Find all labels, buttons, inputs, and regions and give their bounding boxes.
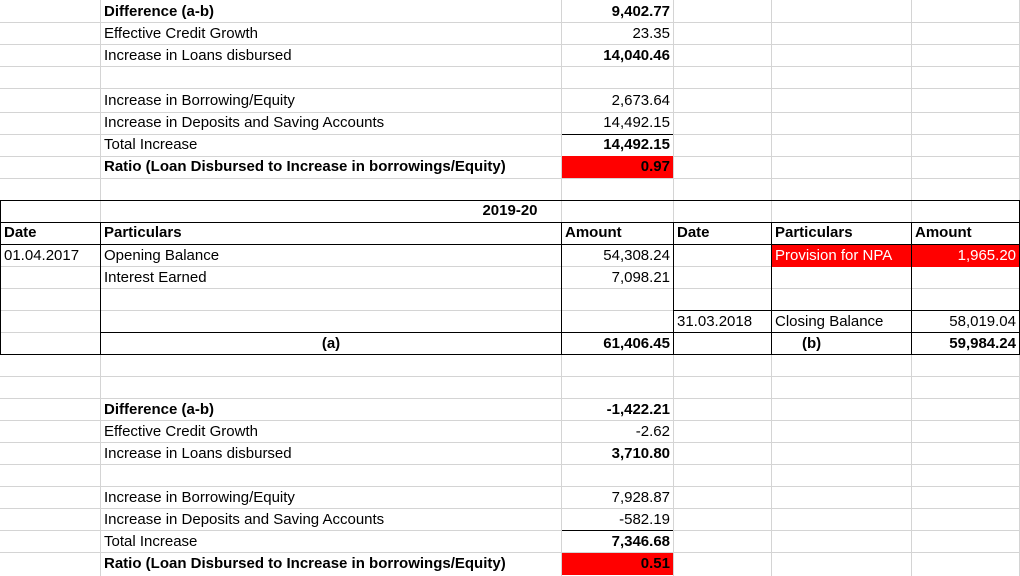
effective-credit-growth-label[interactable]: Effective Credit Growth <box>104 25 258 42</box>
header-amount-2[interactable]: Amount <box>915 224 972 241</box>
header-date-2[interactable]: Date <box>677 224 710 241</box>
year-title[interactable]: 2019-20 <box>482 202 538 219</box>
header-particulars-2[interactable]: Particulars <box>775 224 853 241</box>
loans-disbursed-value-2[interactable]: 3,710.80 <box>611 445 670 462</box>
ratio-label-2[interactable]: Ratio (Loan Disbursed to Increase in borrowings/Equity) <box>104 555 506 572</box>
borrowing-equity-value-2[interactable]: 7,928.87 <box>611 489 670 506</box>
opening-balance-value[interactable]: 54,308.24 <box>603 247 670 264</box>
closing-date[interactable]: 31.03.2018 <box>677 313 753 330</box>
provision-npa-label[interactable]: Provision for NPA <box>772 245 911 267</box>
opening-balance-label[interactable]: Opening Balance <box>104 247 220 264</box>
gridline <box>0 178 1020 179</box>
total-increase-label[interactable]: Total Increase <box>104 136 198 153</box>
effective-credit-growth-value[interactable]: 23.35 <box>632 25 670 42</box>
interest-earned-label[interactable]: Interest Earned <box>104 269 207 286</box>
interest-earned-value[interactable]: 7,098.21 <box>611 269 670 286</box>
gridline <box>0 88 1020 89</box>
closing-balance-label[interactable]: Closing Balance <box>775 313 884 330</box>
total-b-label[interactable]: (b) <box>802 335 822 352</box>
ratio-label[interactable]: Ratio (Loan Disbursed to Increase in borrowings/Equity) <box>104 158 506 175</box>
loans-disbursed-value[interactable]: 14,040.46 <box>603 47 670 64</box>
effective-credit-growth-value-2[interactable]: -2.62 <box>635 423 670 440</box>
deposits-savings-value[interactable]: 14,492.15 <box>603 114 670 131</box>
total-increase-value[interactable]: 14,492.15 <box>603 136 670 153</box>
deposits-savings-label[interactable]: Increase in Deposits and Saving Accounts <box>104 114 385 131</box>
ratio-value[interactable]: 0.97 <box>562 156 673 178</box>
total-increase-label-2[interactable]: Total Increase <box>104 533 198 550</box>
header-particulars[interactable]: Particulars <box>104 224 182 241</box>
difference-label[interactable]: Difference (a-b) <box>104 3 215 20</box>
loans-disbursed-label-2[interactable]: Increase in Loans disbursed <box>104 445 292 462</box>
gridline <box>0 376 1020 377</box>
ratio-value-2[interactable]: 0.51 <box>562 553 673 575</box>
closing-balance-value[interactable]: 58,019.04 <box>949 313 1016 330</box>
borrowing-equity-value[interactable]: 2,673.64 <box>611 92 670 109</box>
header-amount[interactable]: Amount <box>565 224 622 241</box>
borrowing-equity-label-2[interactable]: Increase in Borrowing/Equity <box>104 489 295 506</box>
total-a-label[interactable]: (a) <box>321 335 341 352</box>
difference-value-2[interactable]: -1,422.21 <box>606 401 670 418</box>
deposits-savings-value-2[interactable]: -582.19 <box>619 511 670 528</box>
total-increase-value-2[interactable]: 7,346.68 <box>611 533 670 550</box>
deposits-savings-label-2[interactable]: Increase in Deposits and Saving Accounts <box>104 511 385 528</box>
header-date[interactable]: Date <box>4 224 37 241</box>
opening-date[interactable]: 01.04.2017 <box>4 247 80 264</box>
effective-credit-growth-label-2[interactable]: Effective Credit Growth <box>104 423 258 440</box>
provision-npa-value[interactable]: 1,965.20 <box>912 245 1019 267</box>
difference-label-2[interactable]: Difference (a-b) <box>104 401 215 418</box>
total-a-value[interactable]: 61,406.45 <box>603 335 670 352</box>
total-b-value[interactable]: 59,984.24 <box>949 335 1016 352</box>
difference-value[interactable]: 9,402.77 <box>611 3 670 20</box>
loans-disbursed-label[interactable]: Increase in Loans disbursed <box>104 47 292 64</box>
borrowing-equity-label[interactable]: Increase in Borrowing/Equity <box>104 92 295 109</box>
